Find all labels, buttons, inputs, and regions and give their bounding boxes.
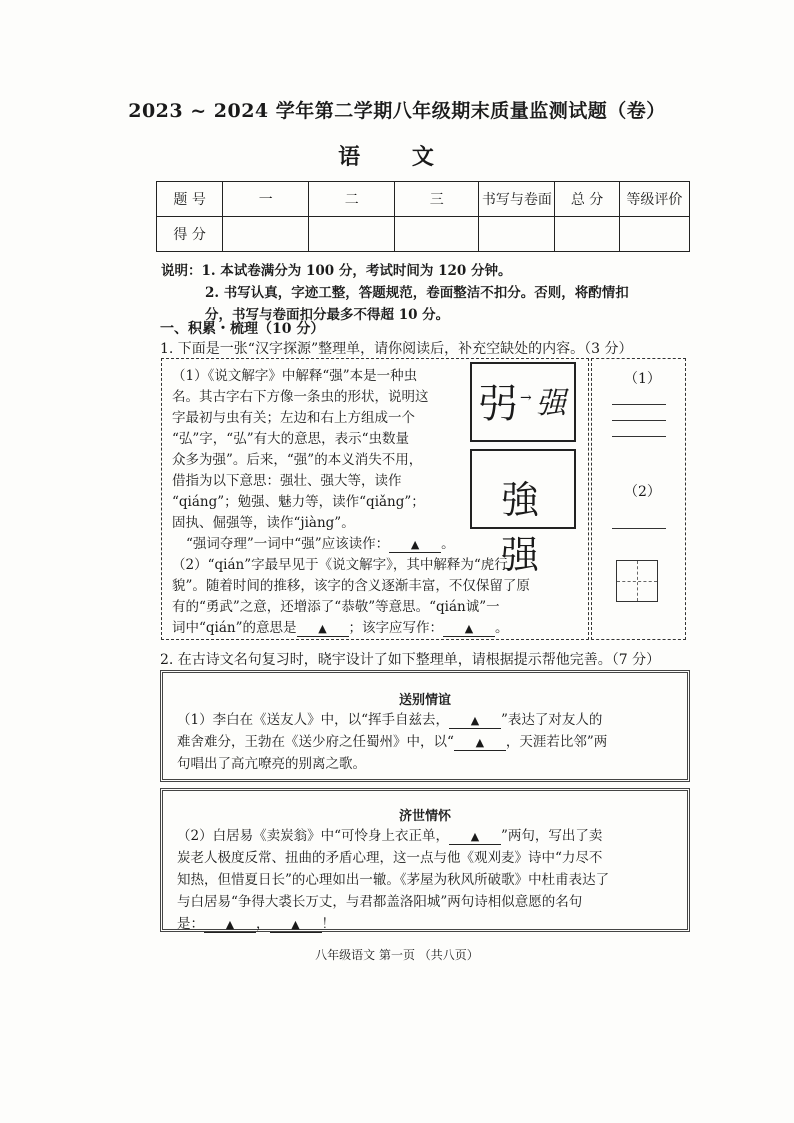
passage-line: 字最初与虫有关；左边和右上方组成一个 <box>172 410 415 426</box>
note-line: 分，书写与卷面扣分最多不得超 10 分。 <box>205 307 450 323</box>
answer-blank[interactable]: ▲ <box>204 918 256 933</box>
passage-line: 名。其古字右下方像一条虫的形状，说明这 <box>172 389 429 405</box>
passage-line: 貌”。随着时间的推移，该字的含义逐渐丰富，不仅保留了原 <box>172 578 530 594</box>
arrow-icon: → <box>520 390 532 406</box>
answer-blank[interactable]: ▲ <box>454 736 506 751</box>
score-table-score-row <box>157 217 690 252</box>
seal-glyph: 强 <box>536 386 566 421</box>
answer-label-2: （2） <box>624 484 661 500</box>
passage-line: 固执、倔强等，读作“jiàng”。 <box>172 515 355 531</box>
question-1-stem: 1. 下面是一张“汉字探源”整理单，请你阅读后，补充空缺处的内容。（3 分） <box>160 341 633 357</box>
passage-line: 众多为强”。后来，“强”的本义消失不用， <box>172 452 423 468</box>
passage-line: “强词夺理”一词中“强”应该读作： ▲ 。 <box>186 536 455 552</box>
answer-label-1: （1） <box>624 371 661 387</box>
exam-notes <box>161 260 701 326</box>
character-forms: 強 强 <box>500 478 545 577</box>
passage-line: 词中“qián”的意思是 ▲ ；该字应写作： ▲ 。 <box>172 620 509 636</box>
passage-line: “qiáng”；勉强、魅力等，读作“qiǎng”； <box>172 494 425 510</box>
passage-line: （2）“qián”字最早见于《说文解字》，其中解释为“虎行 <box>172 557 508 573</box>
answer-blank[interactable]: ▲ <box>270 918 322 933</box>
box-text: （2）白居易《卖炭翁》中“可怜身上衣正单， ▲ ”两句，写出了卖 炭老人极度反常、扭曲的矛盾心理，这一点与他《观刈麦》诗中“力尽不 知热，但惜夏日长”的心理如出一辙。《茅屋为秋风所破歌》中杜甫表达了 与白居易“争得大裘长万丈，与君都盖洛阳城”两句诗相似意愿的名句 是： ▲ ， ▲ ！ <box>177 828 610 932</box>
answer-blank[interactable]: ▲ <box>449 714 501 729</box>
score-cell: 题 号 <box>157 182 223 217</box>
score-table-header-row <box>157 182 690 217</box>
score-cell: 三 <box>395 182 479 217</box>
box-text: （1）李白在《送友人》中，以“挥手自兹去， ▲ ”表达了对友人的 难舍难分，王勃在《送少府之任蜀州》中，以“ ▲ ，天涯若比邻”两 句唱出了高亢嘹亮的别离之歌。 <box>177 712 608 772</box>
score-cell: 总 分 <box>555 182 619 217</box>
passage-line: 借指为以下意思：强壮、强大等，读作 <box>172 473 402 489</box>
score-cell: 二 <box>309 182 395 217</box>
passage-line: （1）《说文解字》中解释“强”本是一种虫 <box>172 368 418 384</box>
note-line: 说明：1. 本试卷满分为 100 分，考试时间为 120 分钟。 <box>161 263 512 279</box>
answer-line[interactable] <box>612 404 666 405</box>
answer-line[interactable] <box>612 528 666 529</box>
score-input-cell[interactable] <box>555 217 619 252</box>
score-input-cell[interactable] <box>479 217 555 252</box>
score-cell: 书写与卷面 <box>479 182 555 217</box>
writing-grid[interactable] <box>616 560 658 602</box>
question-2-stem: 2. 在古诗文名句复习时，晓宇设计了如下整理单，请根据提示帮他完善。（7 分） <box>160 652 661 668</box>
poetry-box-farewell <box>160 670 690 782</box>
section-heading: 一、积累・梳理（10 分） <box>160 321 325 337</box>
ancient-glyph: 弜 <box>478 381 518 427</box>
passage-line: “弘”字，“弘”有大的意思，表示“虫数量 <box>172 431 410 447</box>
score-input-cell[interactable] <box>619 217 689 252</box>
score-cell: 得 分 <box>157 217 223 252</box>
passage-line: 有的“勇武”之意，还增添了“恭敬”等意思。“qián诚”一 <box>172 599 500 615</box>
box-title: 送别情谊 <box>398 693 451 708</box>
score-cell: 一 <box>223 182 309 217</box>
score-input-cell[interactable] <box>395 217 479 252</box>
note-line: 2. 书写认真，字迹工整，答题规范，卷面整洁不扣分。否则，将酌情扣 <box>205 285 629 301</box>
score-table <box>156 181 690 252</box>
poetry-box-concern <box>160 788 690 932</box>
answer-blank[interactable]: ▲ <box>443 622 495 637</box>
score-input-cell[interactable] <box>309 217 395 252</box>
score-cell: 等级评价 <box>619 182 689 217</box>
subject-title: 语 文 <box>338 144 456 170</box>
box-title: 济世情怀 <box>398 809 451 824</box>
answer-line[interactable] <box>612 420 666 421</box>
passage-text <box>172 366 584 639</box>
score-input-cell[interactable] <box>223 217 309 252</box>
answer-line[interactable] <box>612 436 666 437</box>
exam-title: 2023 ~ 2024 学年第二学期八年级期末质量监测试题（卷） <box>128 100 666 122</box>
page-footer: 八年级语文 第一页 （共八页） <box>315 948 479 962</box>
answer-blank[interactable]: ▲ <box>389 538 441 553</box>
answer-blank[interactable]: ▲ <box>297 622 349 637</box>
answer-blank[interactable]: ▲ <box>449 830 501 845</box>
